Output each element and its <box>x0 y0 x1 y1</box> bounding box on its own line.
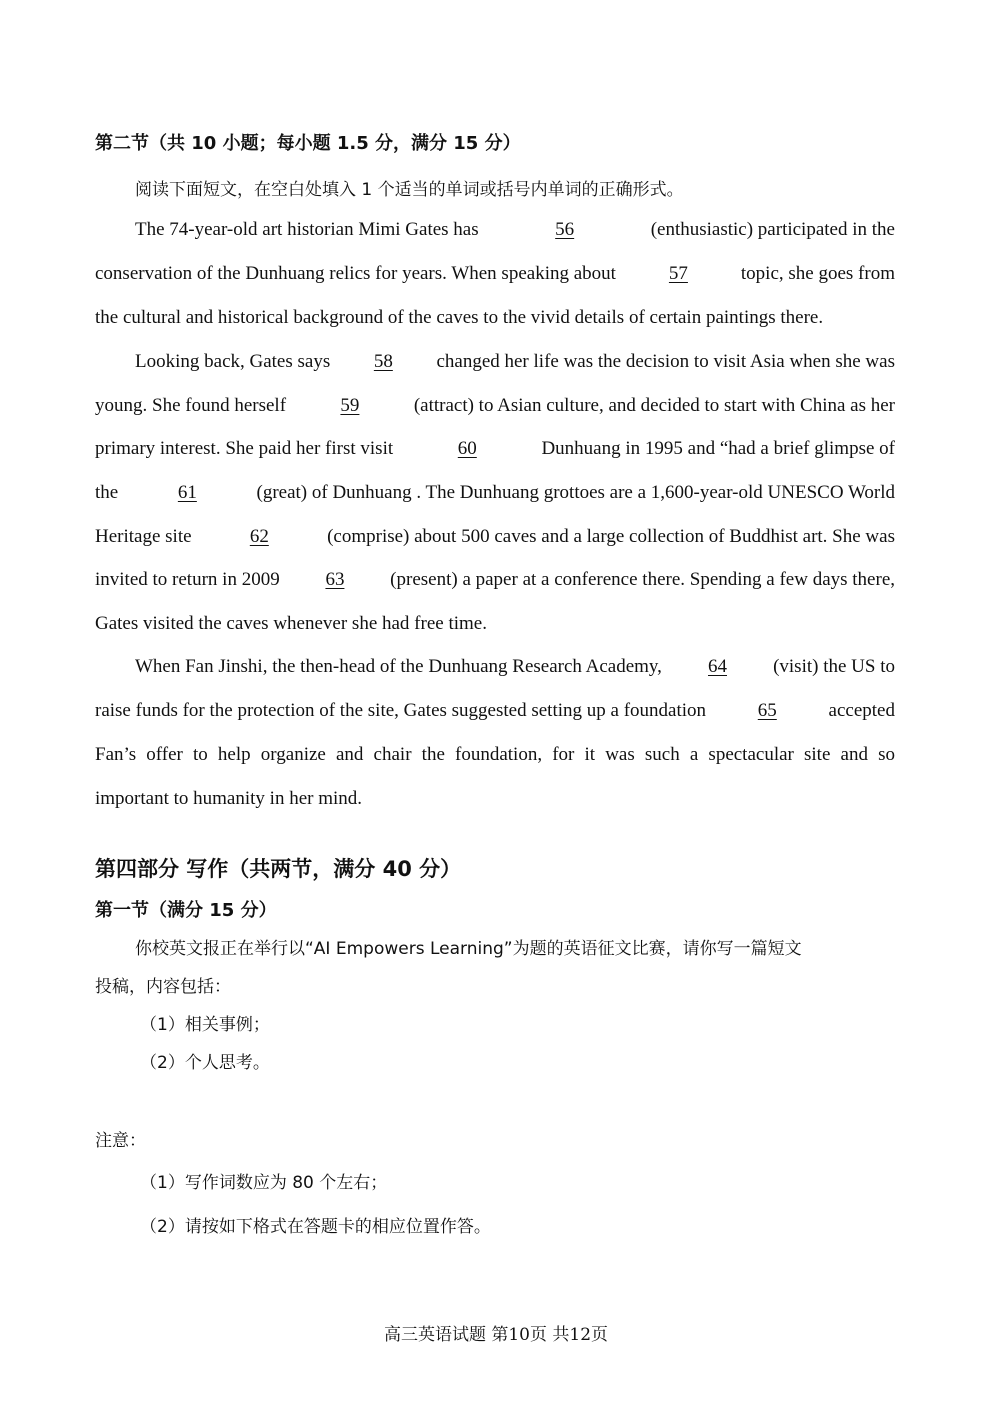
writing-prompt: 投稿，内容包括： <box>95 977 231 997</box>
passage-line: Heritage site 62 (comprise) about 500 caves and a large collection of Buddhist art. She was <box>95 526 895 547</box>
blank-60: 60 <box>457 438 477 459</box>
blank-61: 61 <box>177 482 197 503</box>
passage-line: invited to return in 2009 63 (present) a paper at a conference there. Spending a few days there, <box>95 569 895 590</box>
blank-57: 57 <box>668 263 688 284</box>
blank-59: 59 <box>340 395 360 416</box>
blank-62: 62 <box>249 526 269 547</box>
blank-64: 64 <box>708 656 727 677</box>
writing-prompt: 你校英文报正在举行以“AI Empowers Learning”为题的英语征文比赛，请你写一篇短文 <box>135 939 802 959</box>
passage-line: the 61 (great) of Dunhuang . The Dunhuang grottoes are a 1,600-year-old UNESCO World <box>95 482 895 503</box>
passage-line: The 74-year-old art historian Mimi Gates has 56 (enthusiastic) participated in the <box>135 219 895 240</box>
list-item: （2）个人思考。 <box>140 1053 270 1073</box>
passage-line: conservation of the Dunhuang relics for years. When speaking about 57 topic, she goes from <box>95 263 895 284</box>
passage-line: raise funds for the protection of the site, Gates suggested setting up a foundation 65 accepted <box>95 700 895 721</box>
list-item: （1）相关事例； <box>140 1015 270 1035</box>
passage-line: primary interest. She paid her first visit 60 Dunhuang in 1995 and “had a brief glimpse of <box>95 438 895 459</box>
passage-line: When Fan Jinshi, the then-head of the Dunhuang Research Academy, 64 (visit) the US to <box>135 656 895 677</box>
note-item: （1）写作词数应为 80 个左右； <box>140 1173 388 1193</box>
note-label: 注意： <box>95 1131 146 1151</box>
passage-line: Looking back, Gates says 58 changed her life was the decision to visit Asia when she was <box>135 351 895 372</box>
blank-58: 58 <box>373 351 393 372</box>
blank-65: 65 <box>757 700 777 721</box>
blank-56: 56 <box>555 219 575 240</box>
passage-line: Fan’s offer to help organize and chair the foundation, for it was such a spectacular site and so <box>95 744 895 765</box>
section-heading: 第二节（共 10 小题；每小题 1.5 分，满分 15 分） <box>95 133 521 154</box>
part-heading: 第四部分 写作（共两节，满分 40 分） <box>95 857 462 881</box>
passage-line: important to humanity in her mind. <box>95 788 363 809</box>
note-item: （2）请按如下格式在答题卡的相应位置作答。 <box>140 1217 491 1237</box>
blank-63: 63 <box>325 569 345 590</box>
section-instruction: 阅读下面短文，在空白处填入 1 个适当的单词或括号内单词的正确形式。 <box>135 180 684 200</box>
page-footer: 高三英语试题 第10页 共12页 <box>383 1325 609 1345</box>
passage-line: Gates visited the caves whenever she had free time. <box>95 613 487 634</box>
section-heading: 第一节（满分 15 分） <box>95 900 277 921</box>
passage-line: young. She found herself 59 (attract) to Asian culture, and decided to start with China as her <box>95 395 895 416</box>
passage-line: the cultural and historical background of the caves to the vivid details of certain paintings there. <box>95 307 824 328</box>
